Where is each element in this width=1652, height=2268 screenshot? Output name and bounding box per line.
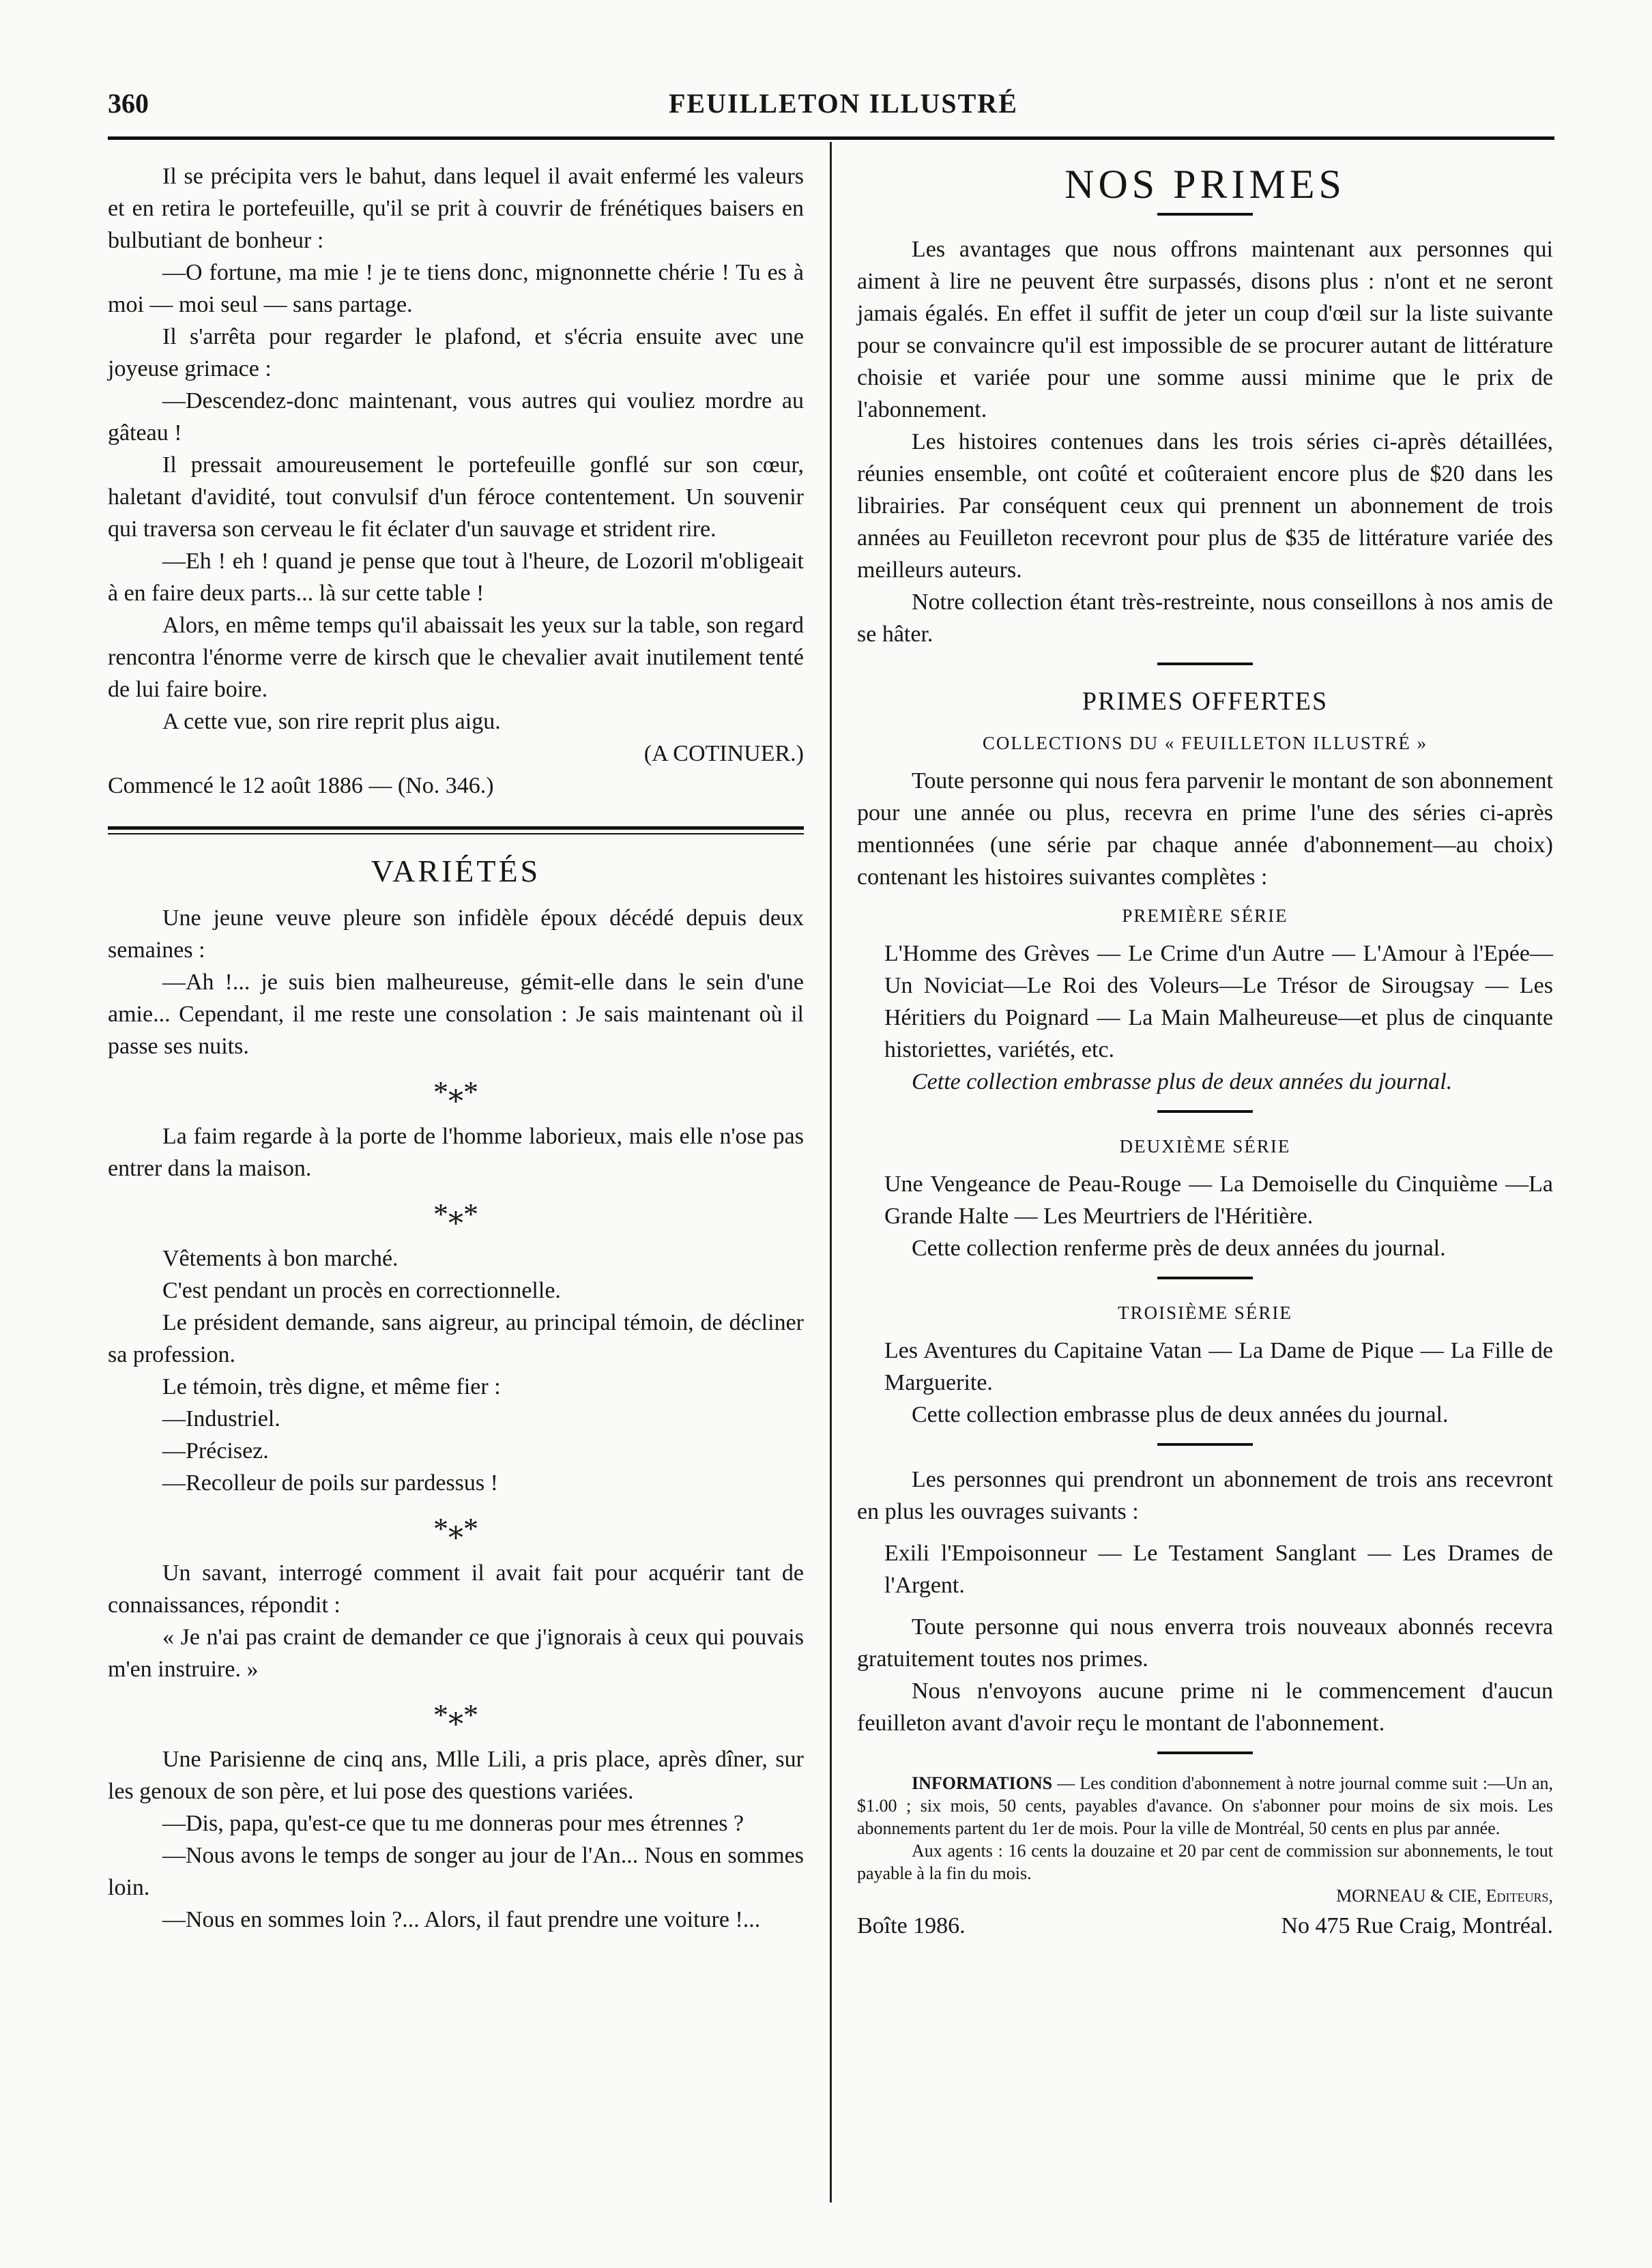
series-rule <box>1157 1110 1253 1113</box>
asterism: *⁎* <box>433 1075 478 1109</box>
story-paragraph: —O fortune, ma mie ! je te tiens donc, mignonnette chérie ! Tu es à moi — moi seul — sans partage. <box>108 260 804 317</box>
variety-paragraph: —Nous avons le temps de songer au jour de l'An... Nous en sommes loin. <box>108 1843 804 1900</box>
informations-note <box>857 1772 1553 1840</box>
agents-note: Aux agents : 16 cents la douzaine et 20 par cent de commission sur abonnements, le tout payable à la fin du mois. <box>857 1841 1553 1883</box>
post-box: Boîte 1986. <box>857 1913 966 1938</box>
variety-paragraph: —Ah !... je suis bien malheureuse, gémit-elle dans le sein d'une amie... Cependant, il me reste une consolation : Je sais maintenant où il passe ses nuits. <box>108 970 804 1059</box>
story-paragraph: A cette vue, son rire reprit plus aigu. <box>162 709 501 734</box>
variety-paragraph: —Nous en sommes loin ?... Alors, il faut prendre une voiture !... <box>162 1907 761 1932</box>
street-address: No 475 Rue Craig, Montréal. <box>1281 1913 1553 1938</box>
primes-offertes-title: PRIMES OFFERTES <box>1082 687 1329 716</box>
to-be-continued: (A COTINUER.) <box>643 741 804 766</box>
variety-paragraph: Vêtements à bon marché. <box>162 1246 398 1271</box>
variety-paragraph: Une jeune veuve pleure son infidèle époux décédé depuis deux semaines : <box>108 905 804 963</box>
series-2-note: Cette collection renferme près de deux années du journal. <box>912 1236 1446 1261</box>
series-3-note: Cette collection embrasse plus de deux années du journal. <box>912 1402 1449 1427</box>
variety-paragraph: « Je n'ai pas craint de demander ce que j'ignorais à ceux qui pouvais m'en instruire. » <box>108 1625 804 1682</box>
informations-label: INFORMATIONS <box>912 1773 1053 1793</box>
series-1-note: Cette collection embrasse plus de deux années du journal. <box>912 1069 1453 1094</box>
section-rule <box>1157 1751 1253 1754</box>
right-column <box>857 160 1553 1942</box>
column-divider <box>830 142 832 2202</box>
variety-paragraph: —Dis, papa, qu'est-ce que tu me donneras pour mes étrennes ? <box>162 1811 744 1836</box>
section-rule <box>1157 663 1253 665</box>
publisher-address-row <box>857 1910 1553 1942</box>
variety-paragraph: —Recolleur de poils sur pardessus ! <box>162 1470 498 1496</box>
variety-paragraph: Un savant, interrogé comment il avait fait pour acquérir tant de connaissances, répondit : <box>108 1560 804 1618</box>
primes-paragraph: Notre collection étant très-restreinte, nous conseillons à nos amis de se hâter. <box>857 590 1553 647</box>
bonus-list: Exili l'Empoisonneur — Le Testament Sanglant — Les Drames de l'Argent. <box>884 1541 1553 1598</box>
primes-paragraph: Les avantages que nous offrons maintenant aux personnes qui aiment à lire ne peuvent être surpassés, disons plus : n'ont et ne seront jamais égalés. En effet il suffit de jeter un coup d'œil sur la liste suivante pour se convaincre qu'il est impossible de se procurer autant de littérature choisie et variée pour une somme aussi minime que le prix de l'abonnement. <box>857 237 1553 422</box>
primes-paragraph: Les personnes qui prendront un abonnement de trois ans recevront en plus les ouvrages suivants : <box>857 1467 1553 1524</box>
story-paragraph: Il pressait amoureusement le portefeuille gonflé sur son cœur, haletant d'avidité, tout convulsif d'un féroce contentement. Un souvenir qui traversa son cerveau le fit éclater d'un sauvage et strident rire. <box>108 452 804 542</box>
variety-paragraph: La faim regarde à la porte de l'homme laborieux, mais elle n'ose pas entrer dans la maison. <box>108 1124 804 1181</box>
collections-subtitle: COLLECTIONS DU « FEUILLETON ILLUSTRÉ » <box>982 733 1428 753</box>
variety-paragraph: Le témoin, très digne, et même fier : <box>162 1374 501 1399</box>
primes-paragraph: Toute personne qui nous fera parvenir le montant de son abonnement pour une année ou plus, recevra en prime l'une des séries ci-après mentionnées (une série par chaque année d'abonnement—au choix) contenant les histoires suivantes complètes : <box>857 768 1553 890</box>
asterism: *⁎* <box>433 1512 478 1545</box>
running-title: FEUILLETON ILLUSTRÉ <box>669 88 1018 119</box>
publisher-name: MORNEAU & CIE, Editeurs, <box>1336 1886 1553 1906</box>
story-paragraph: —Eh ! eh ! quand je pense que tout à l'heure, de Lozoril m'obligeait à en faire deux parts... là sur cette table ! <box>108 549 804 606</box>
varietes-title: VARIÉTÉS <box>371 854 541 888</box>
primes-paragraph: Toute personne qui nous enverra trois nouveaux abonnés recevra gratuitement toutes nos primes. <box>857 1614 1553 1672</box>
asterism: *⁎* <box>433 1197 478 1231</box>
series-2-title: DEUXIÈME SÉRIE <box>1119 1136 1291 1157</box>
left-column <box>108 160 804 1936</box>
nos-primes-title: NOS PRIMES <box>1064 162 1346 207</box>
header-rule <box>108 136 1554 140</box>
story-paragraph: Alors, en même temps qu'il abaissait les yeux sur la table, son regard rencontra l'énorme verre de kirsch que le chevalier avait inutilement tenté de lui faire boire. <box>108 613 804 702</box>
informations-text: — Les condition d'abonnement à notre journal comme suit :—Un an, $1.00 ; six mois, 50 cents, payables d'avance. On s'abonner pour moins de six mois. Les abonnements partent du 1er de mois. Pour la ville de Montréal, 50 cents en plus par année. <box>857 1773 1553 1838</box>
series-rule <box>1157 1277 1253 1279</box>
title-rule <box>1157 213 1253 216</box>
variety-paragraph: C'est pendant un procès en correctionnelle. <box>162 1278 561 1303</box>
spacer <box>857 1528 1553 1537</box>
series-3-title: TROISIÈME SÉRIE <box>1118 1303 1292 1323</box>
story-paragraph: —Descendez-donc maintenant, vous autres qui vouliez mordre au gâteau ! <box>108 388 804 446</box>
primes-paragraph: Les histoires contenues dans les trois séries ci-après détaillées, réunies ensemble, ont coûté et coûteraient encore plus de $20 dans les librairies. Par conséquent ceux qui prennent un abonnement de trois années au Feuilleton recevront pour plus de $35 de littérature variée des meilleurs auteurs. <box>857 429 1553 583</box>
variety-paragraph: Le président demande, sans aigreur, au principal témoin, de décliner sa profession. <box>108 1310 804 1367</box>
asterism: *⁎* <box>433 1698 478 1732</box>
series-2-list: Une Vengeance de Peau-Rouge — La Demoiselle du Cinquième —La Grande Halte — Les Meurtriers de l'Héritière. <box>884 1172 1553 1229</box>
primes-paragraph: Nous n'envoyons aucune prime ni le commencement d'aucun feuilleton avant d'avoir reçu le montant de l'abonnement. <box>857 1678 1553 1736</box>
variety-paragraph: —Précisez. <box>162 1438 269 1464</box>
story-paragraph: Il s'arrêta pour regarder le plafond, et s'écria ensuite avec une joyeuse grimace : <box>108 324 804 381</box>
section-double-rule <box>108 826 804 834</box>
story-paragraph: Il se précipita vers le bahut, dans lequel il avait enfermé les valeurs et en retira le portefeuille, qu'il se prit à couvrir de frénétiques baisers en bulbutiant de bonheur : <box>108 164 804 253</box>
series-1-list: L'Homme des Grèves — Le Crime d'un Autre — L'Amour à l'Epée—Un Noviciat—Le Roi des Voleurs—Le Trésor de Sirougsay — Les Héritiers du Poignard — La Main Malheureuse—et plus de cinquante historiettes, variétés, etc. <box>884 941 1553 1062</box>
variety-paragraph: Une Parisienne de cinq ans, Mlle Lili, a pris place, après dîner, sur les genoux de son père, et lui pose des questions variées. <box>108 1747 804 1804</box>
variety-paragraph: —Industriel. <box>162 1406 280 1431</box>
spacer <box>857 1601 1553 1611</box>
page-number: 360 <box>108 88 149 119</box>
series-1-title: PREMIÈRE SÉRIE <box>1122 905 1288 926</box>
series-3-list: Les Aventures du Capitaine Vatan — La Dame de Pique — La Fille de Marguerite. <box>884 1338 1553 1395</box>
commenced-date: Commencé le 12 août 1886 — (No. 346.) <box>108 773 494 798</box>
series-rule <box>1157 1443 1253 1446</box>
